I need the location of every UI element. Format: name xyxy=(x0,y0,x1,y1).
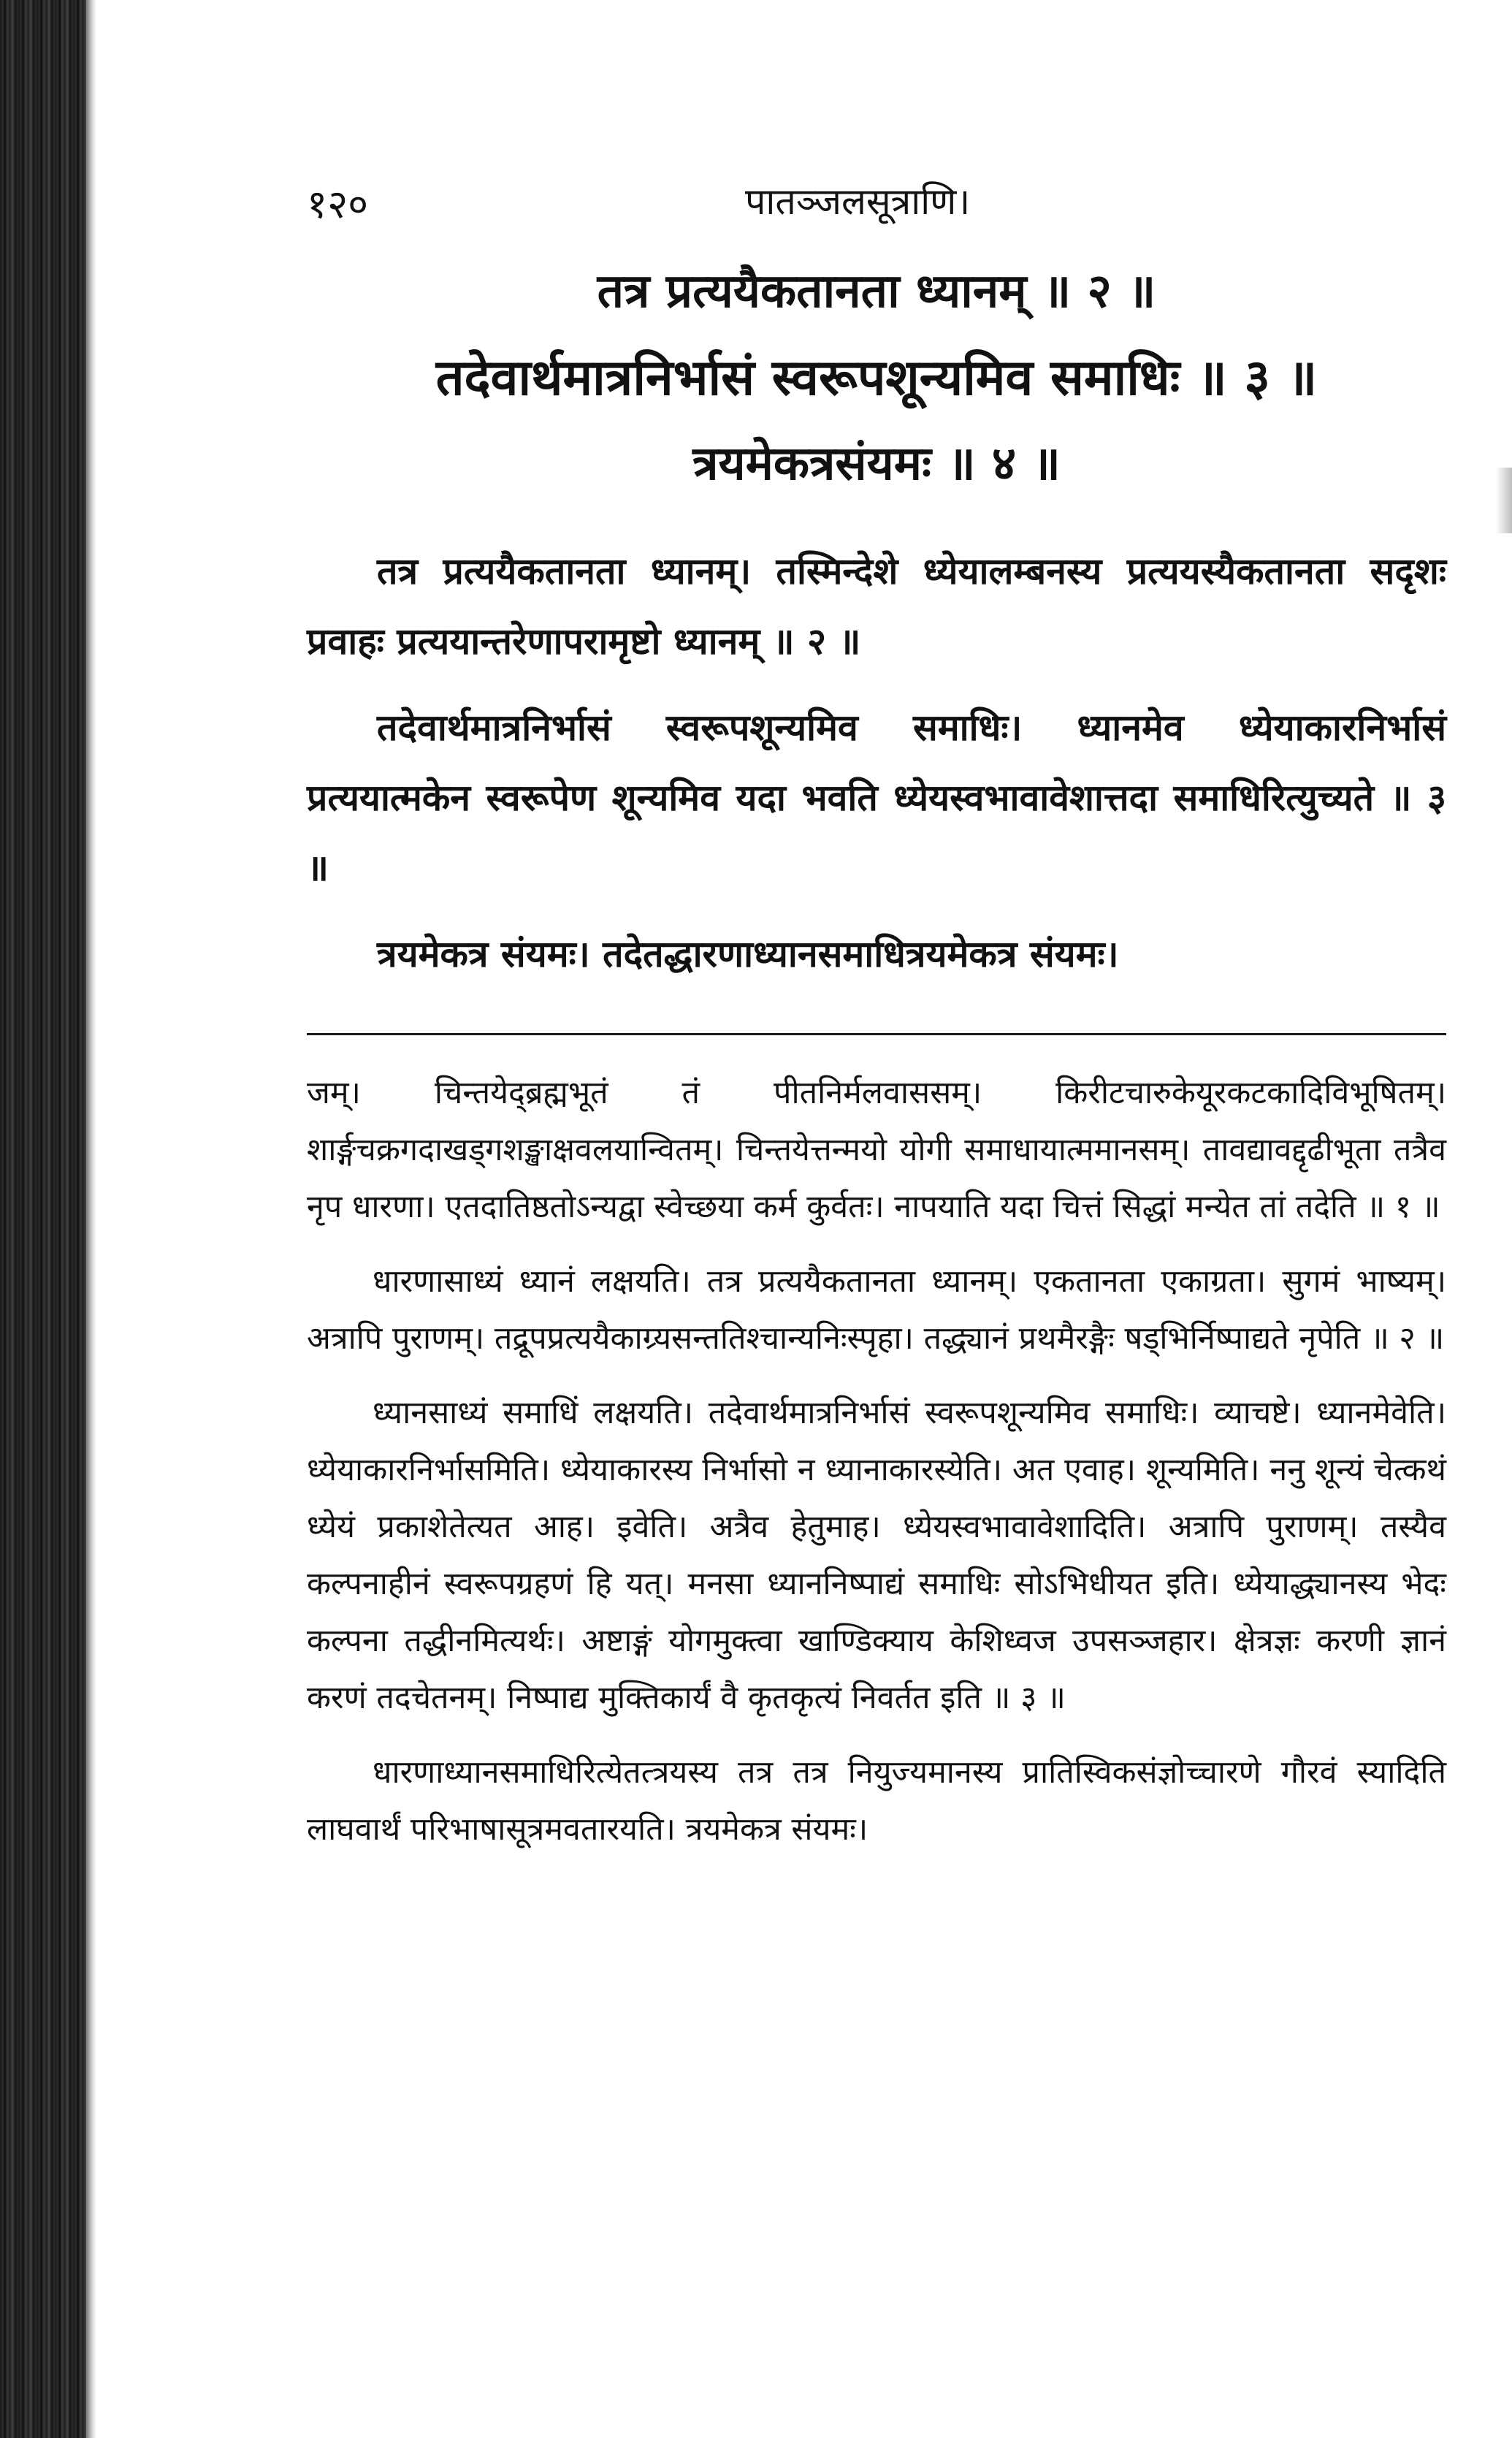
commentary-paragraph: धारणाध्यानसमाधिरित्येतत्त्रयस्य तत्र तत्र नियुज्यमानस्य प्रातिस्विकसंज्ञोच्चारणे गौरवं स्यादिति लाघवार्थं परिभाषासूत्रमवतारयति। त्रयमेकत्र संयमः। xyxy=(307,1754,1446,1848)
commentary-paragraph: धारणासाध्यं ध्यानं लक्षयति। तत्र प्रत्ययैकतानता ध्यानम्। एकतानता एकाग्रता। सुगमं भाष्यम्। अत्रापि पुराणम्। तद्रूपप्रत्ययैकाग्र्यसन्ततिश्चान्यनिःस्पृहा। तद्ध्यानं प्रथमैरङ्गैः षड्भिर्निष्पाद्यते नृपेति ॥ २ ॥ xyxy=(307,1263,1446,1357)
sutra-line: तत्र प्रत्ययैकतानता ध्यानम् ॥ २ ॥ xyxy=(597,264,1156,319)
sutra-block xyxy=(307,248,1446,507)
scan-edge-shadow xyxy=(1496,468,1512,533)
book-title: पातञ्जलसूत्राणि। xyxy=(745,180,971,223)
commentary-section xyxy=(307,1064,1446,1858)
running-head xyxy=(307,168,1446,248)
sutra-line: तदेवार्थमात्रनिर्भासं स्वरूपशून्यमिव समाधिः ॥ ३ ॥ xyxy=(435,348,1318,407)
section-divider xyxy=(307,1033,1446,1035)
bhashya-paragraph: तत्र प्रत्ययैकतानता ध्यानम्। तस्मिन्देशे ध्येयालम्बनस्य प्रत्ययस्यैकतानता सदृशः प्रवाहः प्रत्ययान्तरेणापरामृष्टो ध्यानम् ॥ २ ॥ xyxy=(307,549,1446,663)
commentary-paragraph: ध्यानसाध्यं समाधिं लक्षयति। तदेवार्थमात्रनिर्भासं स्वरूपशून्यमिव समाधिः। व्याचष्टे। ध्यानमेवेति। ध्येयाकारनिर्भासमिति। ध्येयाकारस्य निर्भासो न ध्यानाकारस्येति। अत एवाह। शून्यमिति। ननु शून्यं चेत्कथं ध्येयं प्रकाशेतेत्यत आह। इवेति। अत्रैव हेतुमाह। ध्येयस्वभावावेशादिति। अत्रापि पुराणम्। तस्यैव कल्पनाहीनं स्वरूपग्रहणं हि यत्। मनसा ध्याननिष्पाद्यं समाधिः सोऽभिधीयत इति। ध्येयाद्ध्यानस्य भेदः कल्पना तद्धीनमित्यर्थः। अष्टाङ्गं योगमुक्त्वा खाण्डिक्याय केशिध्वज उपसञ्जहार। क्षेत्रज्ञः करणी ज्ञानं करणं तदचेतनम्। निष्पाद्य मुक्तिकार्यं वै कृतकृत्यं निवर्तत इति ॥ ३ ॥ xyxy=(307,1395,1446,1716)
sutra-line: त्रयमेकत्रसंयमः ॥ ४ ॥ xyxy=(692,436,1061,491)
commentary-paragraph: जम्। चिन्तयेद्ब्रह्मभूतं तं पीतनिर्मलवाससम्। किरीटचारुकेयूरकटकादिविभूषितम्। शार्ङ्गचक्रगदाखड्गशङ्खाक्षवलयान्वितम्। चिन्तयेत्तन्मयो योगी समाधायात्ममानसम्। तावद्यावद्दृढीभूता तत्रैव नृप धारणा। एतदातिष्ठतोऽन्यद्वा स्वेच्छया कर्म कुर्वतः। नापयाति यदा चित्तं सिद्धां मन्येत तां तदेति ॥ १ ॥ xyxy=(307,1075,1446,1225)
book-page xyxy=(307,168,1446,1875)
binding-edge xyxy=(0,0,86,2438)
bhashya-section xyxy=(307,536,1446,989)
bhashya-paragraph: तदेवार्थमात्रनिर्भासं स्वरूपशून्यमिव समाधिः। ध्यानमेव ध्येयाकारनिर्भासं प्रत्ययात्मकेन स्वरूपेण शून्यमिव यदा भवति ध्येयस्वभावावेशात्तदा समाधिरित्युच्यते ॥ ३ ॥ xyxy=(307,706,1446,889)
page-number: १२० xyxy=(307,181,369,227)
bhashya-paragraph: त्रयमेकत्र संयमः। तदेतद्धारणाध्यानसमाधित्रयमेकत्र संयमः। xyxy=(377,932,1119,975)
